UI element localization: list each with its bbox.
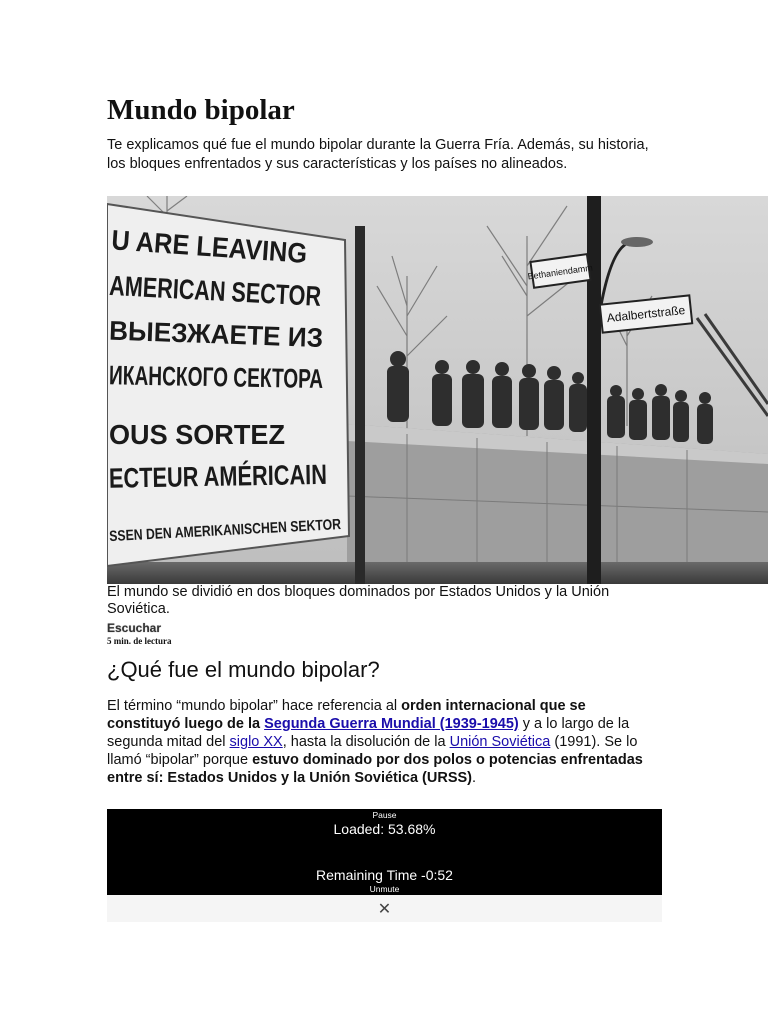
link-siglo-xx[interactable]: siglo XX [229,734,283,750]
sign-line-6: ECTEUR AMÉRICAIN [108,457,390,494]
sign-line-4: ИКАНСКОГО СЕКТОРА [108,360,412,396]
close-icon[interactable]: ✕ [377,899,392,918]
paragraph-text: , hasta la disolución de la [282,734,450,750]
sign-line-1: U ARE LEAVING [110,224,329,271]
article-paragraph [107,697,652,787]
pause-button[interactable]: Pause [372,810,397,820]
paragraph-text: (1991). Se lo llamó “bipolar” porque [107,734,638,768]
sign-line-3: ВЫЕЗЖАЕТЕ ИЗ [108,315,331,354]
read-time: 5 min. de lectura [107,636,172,646]
paragraph-text: El término “mundo bipolar” hace referencia al [107,698,402,714]
link-segunda-guerra-mundial[interactable]: Segunda Guerra Mundial (1939-1945) [264,716,519,732]
street-sign-bethaniendamm: Bethaniendamm [526,262,594,282]
paragraph-text: . [472,770,477,786]
loaded-indicator: Loaded: 53.68% [333,821,436,837]
remaining-time: Remaining Time -0:52 [316,867,453,883]
paragraph-bold: orden internacional que se constituyó luego de la [107,698,586,732]
photo-caption: El mundo se dividió en dos bloques dominados por Estados Unidos y la Unión Soviética. [107,584,610,617]
paragraph-text: y a lo largo de la segunda mitad del [107,716,630,750]
listen-button[interactable]: Escuchar [107,621,162,635]
article-photo [107,196,768,584]
sign-line-5: OUS SORTEZ [109,419,285,450]
unmute-button[interactable]: Unmute [369,884,400,894]
sign-line-2: AMERICAN SECTOR [108,269,385,316]
paragraph-bold: estuvo dominado por dos polos o potencias enfrentadas entre sí: Estados Unidos y la Unión Soviética (URSS) [107,752,643,786]
article-title: Mundo bipolar [107,94,295,126]
sign-line-7: SSEN DEN AMERIKANISCHEN SEKTOR [108,513,394,546]
article-intro: Te explicamos qué fue el mundo bipolar durante la Guerra Fría. Además, su historia, los bloques enfrentados y sus características y los países no alineados. [107,137,649,172]
section-heading: ¿Qué fue el mundo bipolar? [107,657,380,682]
link-union-sovietica[interactable]: Unión Soviética [449,734,551,750]
street-sign-adalbertstrasse: Adalbertstraße [606,302,686,326]
video-player[interactable] [107,809,662,895]
player-close-bar [107,895,662,922]
